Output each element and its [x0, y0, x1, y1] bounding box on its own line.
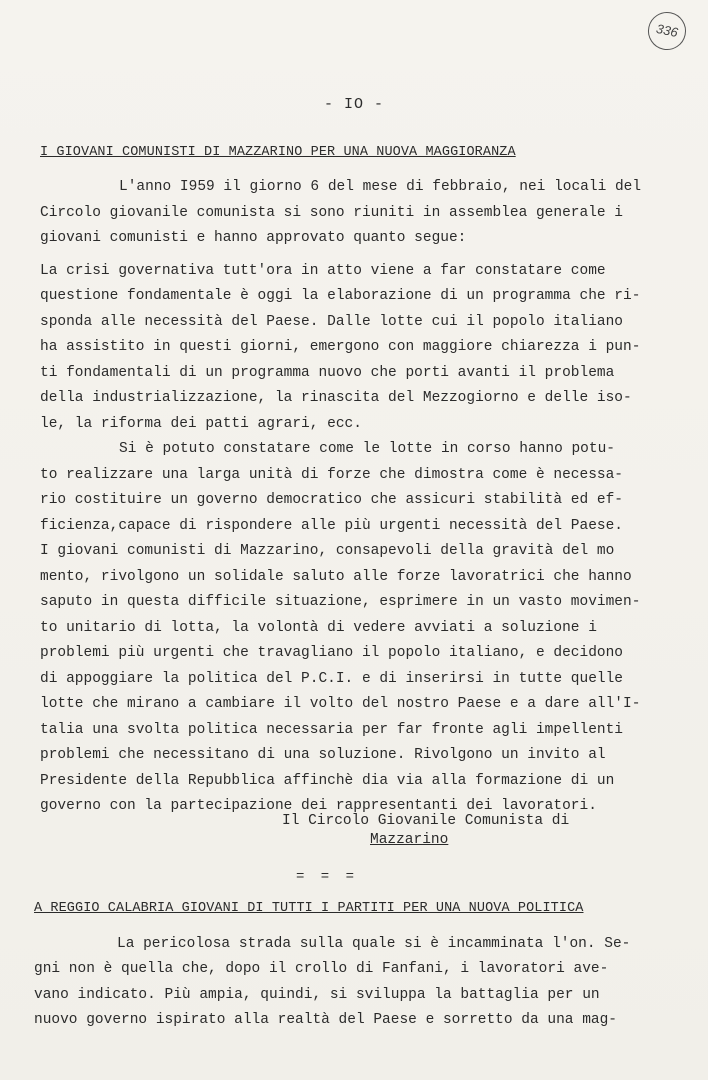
page-number: - IO -: [323, 96, 384, 113]
body-line: I giovani comunisti di Mazzarino, consapevoli della gravità del mo: [40, 543, 615, 559]
body-line: Presidente della Repubblica affinchè dia via alla formazione di un: [40, 773, 615, 789]
body-line: ficienza,capace di rispondere alle più urgenti necessità del Paese.: [40, 518, 623, 534]
body-line: governo con la partecipazione dei rappresentanti dei lavoratori.: [40, 798, 597, 814]
body-line: sponda alle necessità del Paese. Dalle lotte cui il popolo italiano: [40, 314, 623, 330]
body-line: La pericolosa strada sulla quale si è incamminata l'on. Se-: [117, 936, 631, 952]
body-line: ha assistito in questi giorni, emergono con maggiore chiarezza i pun-: [40, 339, 641, 355]
body-line: saputo in questa difficile situazione, esprimere in un vasto movimen-: [40, 594, 641, 610]
body-line: Si è potuto constatare come le lotte in corso hanno potu-: [119, 441, 615, 457]
body-line: le, la riforma dei patti agrari, ecc.: [40, 416, 362, 432]
body-line: lotte che mirano a cambiare il volto del nostro Paese e a dare all'I-: [40, 696, 641, 712]
section1-title: I GIOVANI COMUNISTI DI MAZZARINO PER UNA NUOVA MAGGIORANZA: [40, 145, 516, 160]
body-line: La crisi governativa tutt'ora in atto viene a far constatare come: [40, 263, 606, 279]
body-line: mento, rivolgono un solidale saluto alle forze lavoratrici che hanno: [40, 569, 632, 585]
body-line: Circolo giovanile comunista si sono riuniti in assemblea generale i: [40, 205, 623, 221]
signature-line: Il Circolo Giovanile Comunista di: [282, 813, 570, 829]
body-line: problemi che necessitano di una soluzione. Rivolgono un invito al: [40, 747, 606, 763]
body-line: giovani comunisti e hanno approvato quanto segue:: [40, 230, 467, 246]
section-separator: = = =: [296, 869, 359, 885]
body-line: ti fondamentali di un programma nuovo che porti avanti il problema: [40, 365, 615, 381]
signature-place: Mazzarino: [370, 832, 449, 848]
body-line: di appoggiare la politica del P.C.I. e di inserirsi in tutte quelle: [40, 671, 623, 687]
body-line: gni non è quella che, dopo il crollo di Fanfani, i lavoratori ave-: [34, 961, 609, 977]
body-line: della industrializzazione, la rinascita del Mezzogiorno e delle iso-: [40, 390, 632, 406]
body-line: talia una svolta politica necessaria per far fronte agli impellenti: [40, 722, 623, 738]
body-line: to unitario di lotta, la volontà di vedere avviati a soluzione i: [40, 620, 597, 636]
body-line: vano indicato. Più ampia, quindi, si sviluppa la battaglia per un: [34, 987, 600, 1003]
body-line: nuovo governo ispirato alla realtà del Paese e sorretto da una mag-: [34, 1012, 617, 1028]
archive-stamp: 336: [644, 8, 689, 53]
body-line: rio costituire un governo democratico che assicuri stabilità ed ef-: [40, 492, 623, 508]
body-line: problemi più urgenti che travagliano il popolo italiano, e decidono: [40, 645, 623, 661]
body-line: L'anno I959 il giorno 6 del mese di febbraio, nei locali del: [119, 179, 642, 195]
body-line: questione fondamentale è oggi la elaborazione di un programma che ri-: [40, 288, 641, 304]
section2-title: A REGGIO CALABRIA GIOVANI DI TUTTI I PARTITI PER UNA NUOVA POLITICA: [34, 901, 584, 916]
body-line: to realizzare una larga unità di forze che dimostra come è necessa-: [40, 467, 623, 483]
